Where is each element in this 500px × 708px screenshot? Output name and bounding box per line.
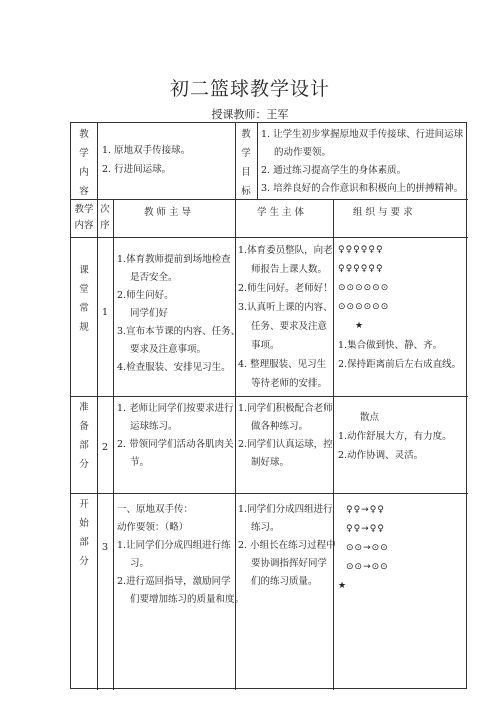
teacher-line: 动作要领：（略） xyxy=(117,522,189,533)
org-cell xyxy=(338,241,461,374)
content-label xyxy=(71,125,97,201)
student-line: 1.同学们分成四组进行 xyxy=(238,504,333,515)
label-char: 部 xyxy=(79,537,89,548)
label-char: 部 xyxy=(79,440,89,451)
student-line: 2.同学们认真运球，控 xyxy=(238,439,333,450)
teacher-line: 一、原地双手传： xyxy=(117,504,194,515)
student-line: 1.体育委员整队，向老 xyxy=(238,245,333,256)
label-char: 学 xyxy=(79,148,89,159)
goal-line: 2. 通过练习提高学生的身体素质。 xyxy=(261,165,407,176)
section-order: 1 xyxy=(102,307,109,318)
formation-row: ⊙⊙⊙⊙⊙⊙ xyxy=(338,302,390,312)
section-order: 3 xyxy=(102,542,109,553)
teacher-line: 同学们好 xyxy=(130,308,169,319)
rule xyxy=(71,493,468,494)
goal-line: 的动作要领。 xyxy=(274,147,332,158)
content-text xyxy=(102,141,190,179)
label-char: 教 xyxy=(79,129,89,140)
student-line: 事项。 xyxy=(251,340,280,351)
content-line: 1. 原地双手传接球。 xyxy=(102,145,191,156)
section-order: 2 xyxy=(102,442,109,453)
lesson-plan-table xyxy=(70,122,467,689)
formation-row: ⊙⊙⊙⊙⊙⊙ xyxy=(338,283,390,293)
student-line: 做各种练习。 xyxy=(251,421,309,432)
rule xyxy=(71,199,468,200)
content-line: 2. 行进间运球。 xyxy=(102,164,172,175)
student-cell xyxy=(238,400,333,472)
student-line: 等待老师的安排。 xyxy=(251,378,328,389)
teacher-line: 是否安全。 xyxy=(130,272,178,283)
student-cell xyxy=(238,501,336,591)
teacher-star-icon: ★ xyxy=(355,321,365,331)
student-line: 任务、要求及注意 xyxy=(251,321,328,332)
student-line: 2.师生问好。老师好！ xyxy=(238,283,333,294)
teacher-line: 4.检查服装、安排见习生。 xyxy=(117,362,231,373)
teacher-line: 2. 带领同学们活动各肌肉关 xyxy=(117,439,234,450)
teacher-cell xyxy=(117,501,244,609)
label-char: 分 xyxy=(79,556,89,567)
header-teacher: 教 师 主 导 xyxy=(144,207,192,218)
formation-row: ♀♀→♀♀ xyxy=(346,524,385,534)
goal-line: 1. 让学生初步掌握原地双手传接球、行进间运球 xyxy=(261,129,464,140)
section-label xyxy=(71,398,97,474)
rule xyxy=(333,199,334,690)
student-line: 2. 小组长在练习过程中 xyxy=(238,540,336,551)
teacher-line: 3.宣布本节课的内容、任务、 xyxy=(117,326,241,337)
header-org: 组 织 与 要 求 xyxy=(353,207,413,218)
student-line: 练习。 xyxy=(251,522,280,533)
teacher-line: 授课教师：王军 xyxy=(211,108,289,121)
teacher-line: 们要增加练习的质量和度。 xyxy=(130,594,245,605)
label-char: 标 xyxy=(241,186,251,197)
teacher-star-icon: ★ xyxy=(338,581,348,591)
label-char: 开 xyxy=(79,499,89,510)
section-label xyxy=(71,261,97,337)
header-content xyxy=(71,202,97,234)
header-text: 序 xyxy=(100,220,110,231)
org-line: 1.集合做到快、静、齐。 xyxy=(338,340,443,351)
header-student: 学 生 主 体 xyxy=(257,207,305,218)
student-line: 1.同学们积极配合老师 xyxy=(238,403,333,414)
org-line: 2.保持距离前后左右成直线。 xyxy=(338,359,462,370)
org-line: 2.动作协调、灵活。 xyxy=(338,450,424,461)
org-line: 1.动作舒展大方，有力度。 xyxy=(338,431,452,442)
page-title: 初二篮球教学设计 xyxy=(169,78,330,100)
label-char: 课 xyxy=(79,265,89,276)
goal-line: 3. 培养良好的合作意识和积极向上的拼搏精神。 xyxy=(261,183,464,194)
formation-row: ⊙⊙→⊙⊙ xyxy=(346,562,389,572)
header-text: 次 xyxy=(100,204,110,215)
goal-text xyxy=(261,126,463,198)
teacher-line: 习。 xyxy=(130,558,150,569)
formation-row: ♀♀→♀♀ xyxy=(346,505,385,515)
label-char: 分 xyxy=(79,459,89,470)
student-line: 3.认真听上课的内容、 xyxy=(238,302,333,313)
teacher-line: 运球练习。 xyxy=(130,421,178,432)
formation-row: ♀♀♀♀♀♀ xyxy=(338,245,384,255)
formation-row: ⊙⊙→⊙⊙ xyxy=(346,543,389,553)
goal-label xyxy=(235,125,257,201)
label-char: 规 xyxy=(79,322,89,333)
org-cell xyxy=(338,408,452,465)
formation-row: ♀♀♀♀♀♀ xyxy=(338,264,384,274)
label-char: 教 xyxy=(241,129,251,140)
teacher-line: 要求及注意事项。 xyxy=(130,344,207,355)
student-cell xyxy=(238,241,333,393)
label-char: 堂 xyxy=(79,284,89,295)
header-text: 教学 xyxy=(74,204,94,215)
label-char: 目 xyxy=(241,167,251,178)
rule xyxy=(113,199,114,690)
header-text: 内容 xyxy=(74,220,94,231)
teacher-line: 1. 老师让同学们按要求进行 xyxy=(117,403,234,414)
label-char: 准 xyxy=(79,402,89,413)
label-char: 内 xyxy=(79,167,89,178)
label-char: 学 xyxy=(241,148,251,159)
teacher-line: 节。 xyxy=(130,457,150,468)
teacher-line: 2.进行巡回指导，激励同学 xyxy=(117,576,231,587)
student-line: 要协调指挥好同学 xyxy=(251,558,328,569)
label-char: 备 xyxy=(79,421,89,432)
org-cell xyxy=(338,501,389,596)
teacher-cell xyxy=(117,400,234,472)
label-char: 常 xyxy=(79,303,89,314)
rule xyxy=(257,123,258,199)
student-line: 们的练习质量。 xyxy=(251,576,318,587)
student-line: 制好球。 xyxy=(251,457,290,468)
teacher-line: 1.让同学们分成四组进行练 xyxy=(117,540,231,551)
student-line: 4. 整理服装、见习生 xyxy=(238,359,327,370)
header-order xyxy=(97,202,113,234)
teacher-line: 1.体育教师提前到场地检查 xyxy=(117,254,231,265)
section-label xyxy=(71,495,97,571)
rule xyxy=(71,396,468,397)
label-char: 始 xyxy=(79,518,89,529)
teacher-line: 2.师生问好。 xyxy=(117,290,174,301)
teacher-cell xyxy=(117,251,240,377)
label-char: 容 xyxy=(79,186,89,197)
rule xyxy=(71,237,468,238)
student-line: 师报告上课人数。 xyxy=(251,264,328,275)
org-line: 散点 xyxy=(360,412,380,423)
